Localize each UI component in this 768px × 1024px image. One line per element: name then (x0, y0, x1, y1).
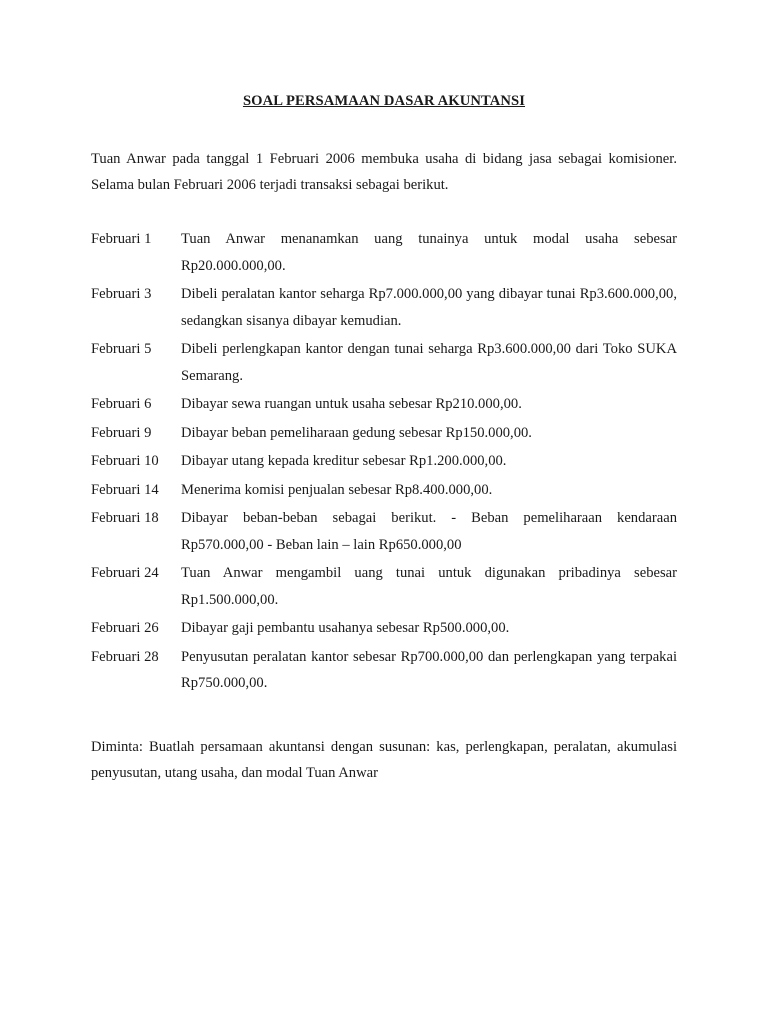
transaction-description: Tuan Anwar menanamkan uang tunainya untuk modal usaha sebesar Rp20.000.000,00. (181, 231, 677, 274)
transaction-date: Februari 10 (91, 453, 159, 469)
transaction-description: Dibayar sewa ruangan untuk usaha sebesar Rp210.000,00. (181, 396, 522, 412)
transaction-date: Februari 18 (91, 510, 159, 526)
transaction-row (91, 336, 677, 389)
document-title: SOAL PERSAMAAN DASAR AKUNTANSI (242, 93, 526, 109)
transaction-description: Menerima komisi penjualan sebesar Rp8.400.000,00. (181, 481, 493, 498)
transaction-row (91, 644, 677, 697)
transaction-row (91, 477, 677, 504)
transaction-description: Dibeli perlengkapan kantor dengan tunai seharga Rp3.600.000,00 dari Toko SUKA Semarang. (181, 341, 677, 384)
transaction-row (91, 281, 677, 334)
intro-paragraph: Tuan Anwar pada tanggal 1 Februari 2006 membuka usaha di bidang jasa sebagai komisioner. Selama bulan Februari 2006 terjadi transaksi sebagai berikut. (91, 151, 677, 193)
transaction-row (91, 448, 677, 475)
transaction-date: Februari 14 (91, 481, 159, 498)
transaction-date: Februari 6 (91, 396, 152, 412)
transaction-date: Februari 5 (91, 341, 152, 357)
transaction-row (91, 560, 677, 613)
transaction-date: Februari 24 (91, 565, 159, 581)
transaction-row (91, 226, 677, 279)
transaction-row (91, 615, 677, 642)
transaction-date: Februari 28 (91, 648, 159, 665)
transaction-description: Dibayar gaji pembantu usahanya sebesar Rp500.000,00. (181, 620, 510, 636)
transaction-list (91, 226, 677, 699)
transaction-description: Penyusutan peralatan kantor sebesar Rp700.000,00 dan perlengkapan yang terpakai Rp750.000,00. (181, 648, 677, 691)
transaction-date: Februari 1 (91, 231, 152, 247)
transaction-row (91, 420, 677, 447)
transaction-row (91, 505, 677, 558)
transaction-date: Februari 3 (91, 286, 152, 302)
request-paragraph: Diminta: Buatlah persamaan akuntansi dengan susunan: kas, perlengkapan, peralatan, akumulasi penyusutan, utang usaha, dan modal Tuan Anwar (91, 739, 677, 781)
transaction-description: Tuan Anwar mengambil uang tunai untuk digunakan pribadinya sebesar Rp1.500.000,00. (181, 565, 677, 608)
transaction-description: Dibayar beban pemeliharaan gedung sebesar Rp150.000,00. (181, 424, 532, 441)
transaction-description: Dibeli peralatan kantor seharga Rp7.000.000,00 yang dibayar tunai Rp3.600.000,00, sedangkan sisanya dibayar kemudian. (181, 286, 677, 329)
transaction-row (91, 391, 677, 418)
transaction-date: Februari 26 (91, 620, 159, 636)
transaction-date: Februari 9 (91, 424, 152, 441)
transaction-description: Dibayar beban-beban sebagai berikut. - Beban pemeliharaan kendaraan Rp570.000,00 - Beban lain – lain Rp650.000,00 (181, 510, 677, 553)
transaction-description: Dibayar utang kepada kreditur sebesar Rp1.200.000,00. (181, 453, 507, 469)
